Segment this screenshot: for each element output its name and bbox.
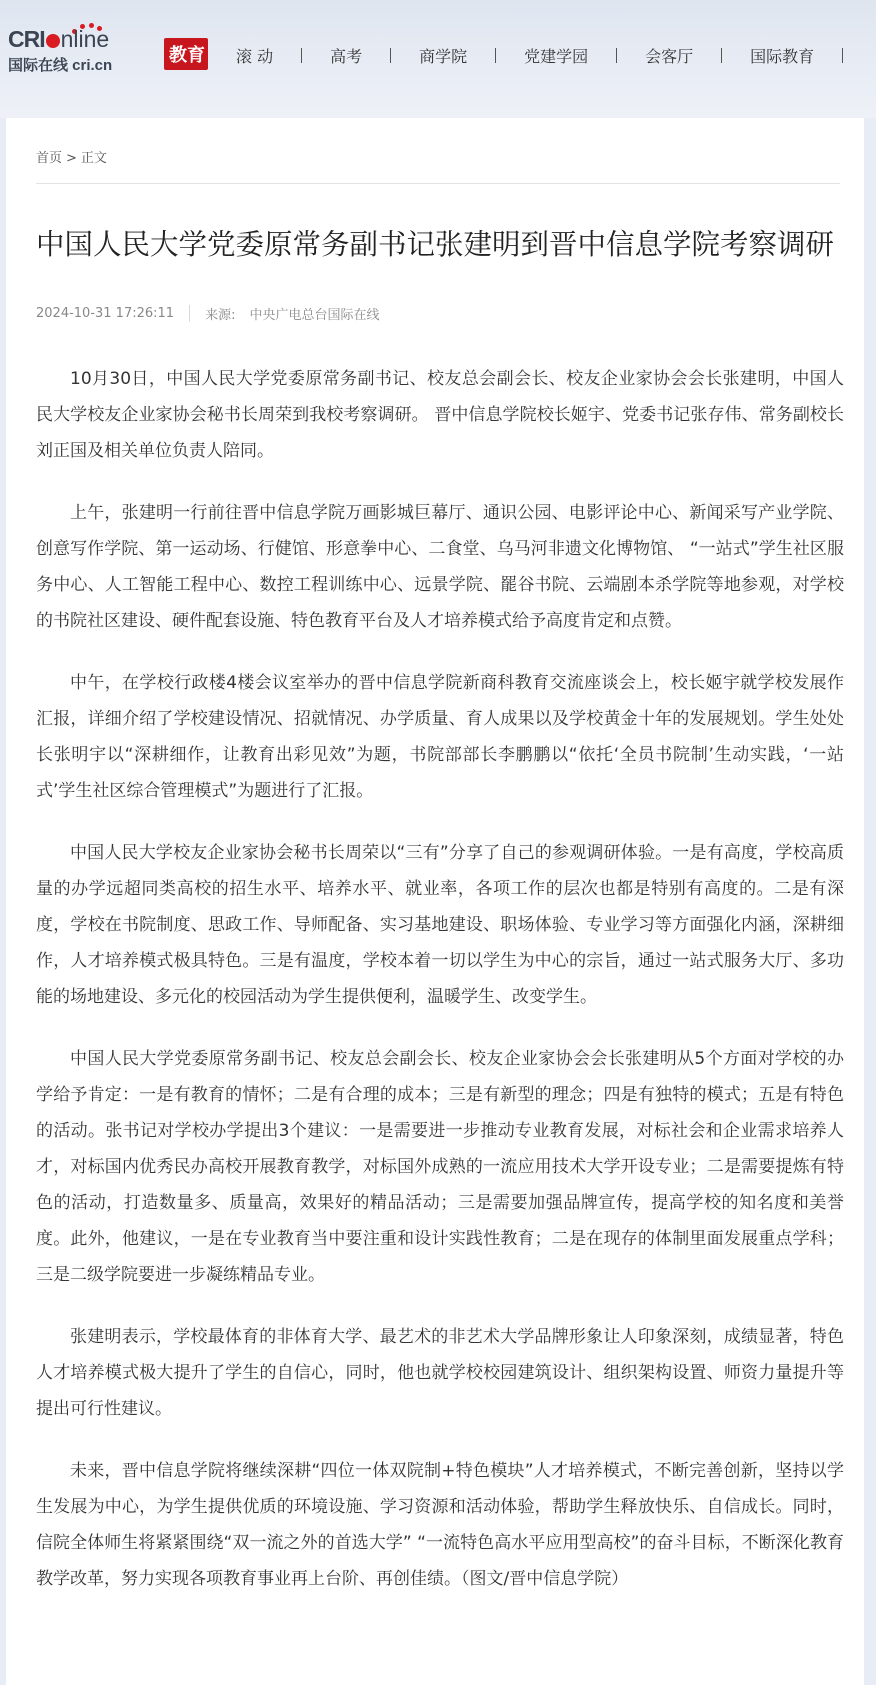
logo-subtitle: 国际在线 cri.cn — [8, 57, 113, 74]
nav-item-business-school[interactable]: 商学院 — [419, 47, 468, 66]
nav-separator — [301, 48, 302, 63]
source-label: 来源: — [205, 308, 236, 323]
meta-separator — [189, 305, 190, 322]
article-source: 中央广电总台国际在线 — [249, 308, 380, 323]
nav-separator — [390, 48, 391, 63]
article-paragraph: 10月30日，中国人民大学党委原常务副书记、校友总会副会长、校友企业家协会会长张建明，中国人民大学校友企业家协会秘书长周荣到我校考察调研。 晋中信息学院校长姬宇、党委书记张存伟、常务副校长刘正国及相关单位负责人陪同。 — [36, 369, 844, 461]
article-title: 中国人民大学党委原常务副书记张建明到晋中信息学院考察调研 — [36, 228, 835, 262]
nav-item-scroll[interactable]: 滚 动 — [236, 47, 274, 66]
main-nav — [236, 44, 871, 67]
logo-online-text: nline — [60, 26, 110, 52]
article-paragraph: 张建明表示，学校最体育的非体育大学、最艺术的非艺术大学品牌形象让人印象深刻，成绩显著，特色人才培养模式极大提升了学生的自信心，同时，他也就学校校园建筑设计、组织架构设置、师资力量提升等提出可行性建议。 — [36, 1327, 844, 1419]
nav-separator — [721, 48, 722, 63]
logo-wordmark — [8, 26, 109, 53]
article-paragraph: 中国人民大学校友企业家协会秘书长周荣以“三有”分享了自己的参观调研体验。一是有高度，学校高质量的办学远超同类高校的招生水平、培养水平、就业率，各项工作的层次也都是特别有高度的。二是有深度，学校在书院制度、思政工作、导师配备、实习基地建设、职场体验、专业学习等方面强化内涵，深耕细作，人才培养模式极具特色。三是有温度，学校本着一切以学生为中心的宗旨，通过一站式服务大厅、多功能的场地建设、多元化的校园活动为学生提供便利，温暖学生、改变学生。 — [36, 843, 844, 1007]
article-date: 2024-10-31 17:26:11 — [36, 306, 175, 321]
logo-o-circle — [46, 34, 60, 48]
breadcrumb-current: 正文 — [80, 151, 107, 166]
article-body — [36, 361, 844, 1623]
article-paragraph: 未来，晋中信息学院将继续深耕“四位一体双院制+特色模块”人才培养模式，不断完善创新，坚持以学生发展为中心，为学生提供优质的环境设施、学习资源和活动体验，帮助学生释放快乐、自信成长。同时，信院全体师生将紧紧围绕“双一流之外的首选大学” “一流特色高水平应用型高校”的奋斗目标，不断深化教育教学改革，努力实现各项教育事业再上台阶、再创佳绩。（图文/晋中信息学院） — [36, 1461, 844, 1589]
logo-cri-text: CRI — [8, 26, 45, 52]
breadcrumb-home-link[interactable]: 首页 — [36, 151, 63, 166]
breadcrumb-separator: > — [66, 151, 77, 166]
article-paragraph: 中午，在学校行政楼4楼会议室举办的晋中信息学院新商科教育交流座谈会上，校长姬宇就学校发展作汇报，详细介绍了学校建设情况、招就情况、办学质量、育人成果以及学校黄金十年的发展规划。学生处处长张明宇以“深耕细作，让教育出彩见效”为题，书院部部长李鹏鹏以“依托‘全员书院制’生动实践，‘一站式’学生社区综合管理模式”为题进行了汇报。 — [36, 673, 844, 801]
article-card — [6, 118, 864, 1685]
nav-item-international-education[interactable]: 国际教育 — [750, 47, 815, 66]
article-meta — [36, 304, 379, 323]
nav-separator — [842, 48, 843, 63]
nav-separator — [495, 48, 496, 63]
article-paragraph: 上午，张建明一行前往晋中信息学院万画影城巨幕厅、通识公园、电影评论中心、新闻采写产业学院、创意写作学院、第一运动场、行健馆、形意拳中心、二食堂、乌马河非遗文化博物馆、 “一站式”学生社区服务中心、人工智能工程中心、数控工程训练中心、远景学院、罷谷书院、云端剧本杀学院等地参观，对学校的书院社区建设、硬件配套设施、特色教育平台及人才培养模式给予高度肯定和点赞。 — [36, 503, 844, 631]
nav-item-gaokao[interactable]: 高考 — [330, 47, 363, 66]
breadcrumb-divider — [36, 183, 840, 184]
nav-item-party-building[interactable]: 党建学园 — [524, 47, 589, 66]
nav-separator — [616, 48, 617, 63]
nav-item-reception-hall[interactable]: 会客厅 — [645, 47, 694, 66]
breadcrumb — [36, 147, 107, 166]
channel-badge: 教育 — [164, 38, 208, 70]
site-header — [0, 0, 876, 118]
site-logo[interactable] — [6, 26, 205, 76]
article-paragraph: 中国人民大学党委原常务副书记、校友总会副会长、校友企业家协会会长张建明从5个方面对学校的办学给予肯定：一是有教育的情怀；二是有合理的成本；三是有新型的理念；四是有独特的模式；五是有特色的活动。张书记对学校办学提出3个建议：一是需要进一步推动专业教育发展，对标社会和企业需求培养人才，对标国内优秀民办高校开展教育教学，对标国外成熟的一流应用技术大学开设专业；二是需要提炼有特色的活动，打造数量多、质量高，效果好的精品活动；三是需要加强品牌宣传，提高学校的知名度和美誉度。此外，他建议，一是在专业教育当中要注重和设计实践性教育；二是在现存的体制里面发展重点学科；三是二级学院要进一步凝练精品专业。 — [36, 1049, 844, 1285]
